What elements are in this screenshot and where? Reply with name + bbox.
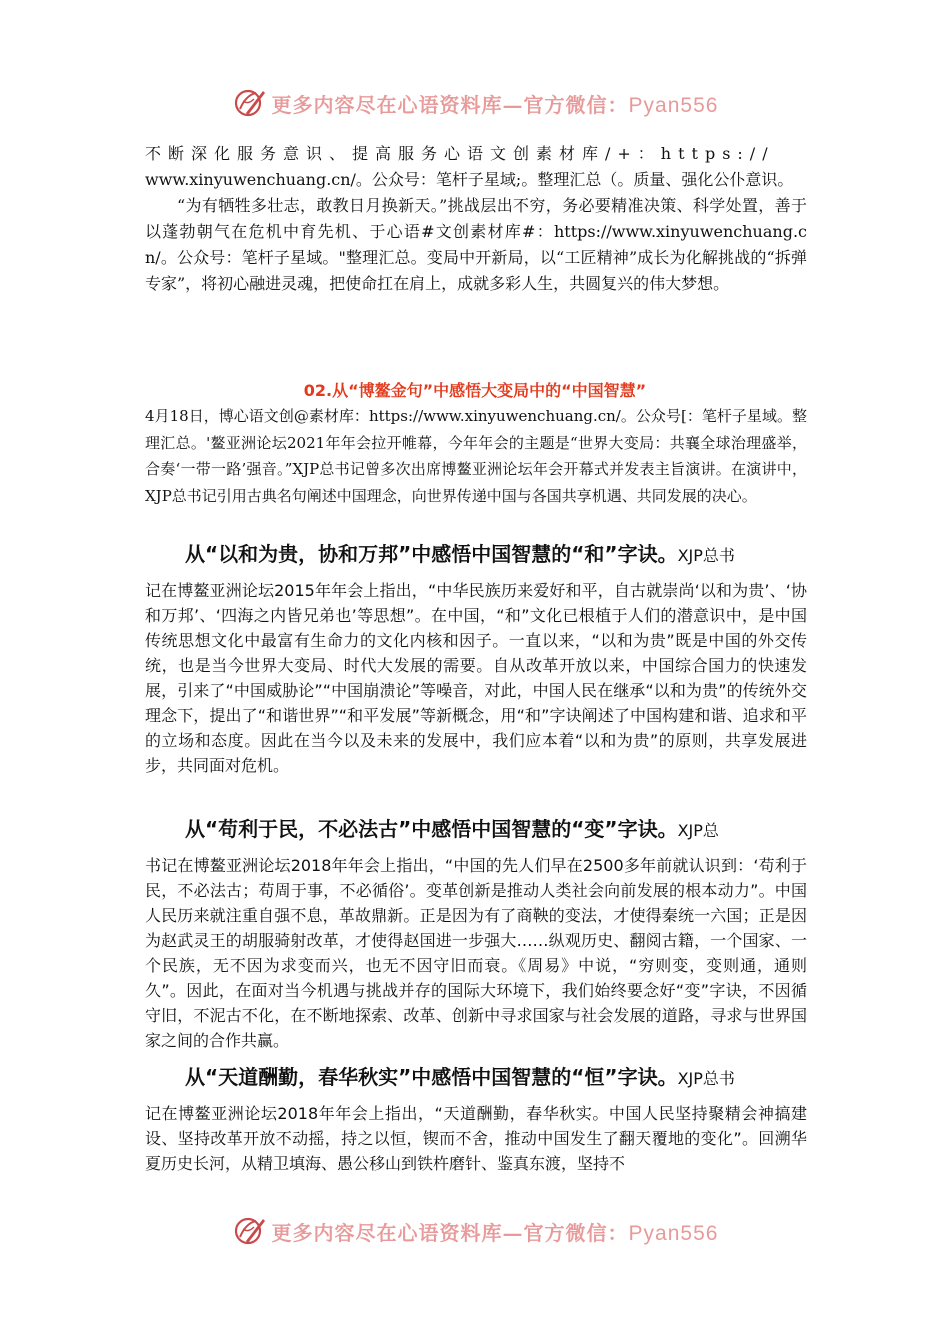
intro-block <box>145 403 807 509</box>
header-banner <box>0 82 950 124</box>
section-title: 从“以和为贵，协和万邦”中感悟中国智慧的“和”字诀。XJP总书 <box>185 542 735 566</box>
paragraph-line: 不断深化服务意识、提高服务心语文创素材库/+：https:// <box>145 144 775 163</box>
section-body: 记在博鳌亚洲论坛2018年年会上指出，“天道酬勤，春华秋实。中国人民坚持聚精会神搞建设、坚持改革开放不动摇，持之以恒，锲而不舍，推动中国发生了翻天覆地的变化”。回溯华夏历史长河，从精卫填海、愚公移山到铁杵磨针、鉴真东渡，坚持不 <box>145 1104 807 1173</box>
section-title: 从“苟利于民，不必法古”中感悟中国智慧的“变”字诀。XJP总 <box>185 817 719 841</box>
section-body: 书记在博鳌亚洲论坛2018年年会上指出，“中国的先人们早在2500多年前就认识到：‘苟利于民，不必法古；苟周于事，不必循俗’。变革创新是推动人类社会向前发展的根本动力”。中国人民历来就注重自强不息，革故鼎新。正是因为有了商鞅的变法，才使得秦统一六国；正是因为赵武灵王的胡服骑射改革，才使得赵国进一步强大……纵观历史、翻阅古籍，一个国家、一个民族，无不因为求变而兴，也无不因守旧而衰。《周易》中说，“穷则变，变则通，通则久”。因此，在面对当今机遇与挑战并存的国际大环境下，我们始终要念好“变”字诀，不因循守旧，不泥古不化，在不断地探索、改革、创新中寻求国家与社会发展的道路，寻求与世界国家之间的合作共赢。 <box>145 856 807 1050</box>
section-title: 从“天道酬勤，春华秋实”中感悟中国智慧的“恒”字诀。XJP总书 <box>185 1065 735 1089</box>
opening-text-block <box>145 141 807 297</box>
pen-logo-icon <box>232 85 268 121</box>
banner-text: 更多内容尽在心语资料库—官方微信：Pyan556 <box>271 92 719 117</box>
section-he <box>145 540 807 778</box>
section-heng <box>145 1063 807 1176</box>
intro-paragraph: 4月18日，博心语文创@素材库：https://www.xinyuwenchuang.cn/。公众号[：笔杆子星域。整理汇总。'鳌亚洲论坛2021年年会拉开帷幕，今年年会的主题是“世界大变局：共襄全球治理盛举，合奏‘一带一路’强音。”XJP总书记曾多次出席博鳌亚洲论坛年会开幕式并发表主旨演讲。在演讲中，XJP总书记引用古典名句阐述中国理念，向世界传递中国与各国共享机遇、共同发展的决心。 <box>145 407 807 505</box>
paragraph: www.xinyuwenchuang.cn/。公众号：笔杆子星域;。整理汇总（。质量、强化公仆意识。 <box>145 170 794 189</box>
section-bian <box>145 815 807 1053</box>
banner-text: 更多内容尽在心语资料库—官方微信：Pyan556 <box>271 1220 719 1245</box>
paragraph: “为有牺牲多壮志，敢教日月换新天。”挑战层出不穷，务必要精准决策、科学处置，善于以蓬勃朝气在危机中育先机、于心语#文创素材库#：https://www.xinyuwenchuang.cn/。公众号：笔杆子星域。"整理汇总。变局中开新局，以“工匠精神”成长为化解挑战的“拆弹专家”，将初心融进灵魂，把使命扛在肩上，成就多彩人生，共圆复兴的伟大梦想。 <box>145 196 807 293</box>
section-heading: 02.从“博鳌金句”中感悟大变局中的“中国智慧” <box>303 381 647 400</box>
section-body: 记在博鳌亚洲论坛2015年年会上指出，“中华民族历来爱好和平，自古就崇尚‘以和为贵’、‘协和万邦’、‘四海之内皆兄弟也’等思想”。在中国，“和”文化已根植于人们的潜意识中，是中国传统思想文化中最富有生命力的文化内核和因子。一直以来，“以和为贵”既是中国的外交传统，也是当今世界大变局、时代大发展的需要。自从改革开放以来，中国综合国力的快速发展，引来了“中国威胁论”“中国崩溃论”等噪音，对此，中国人民在继承“以和为贵”的传统外交理念下，提出了“和谐世界”“和平发展”等新概念，用“和”字诀阐述了中国构建和谐、追求和平的立场和态度。因此在当今以及未来的发展中，我们应本着“以和为贵”的原则，共享发展进步，共同面对危机。 <box>145 581 807 775</box>
footer-banner <box>0 1210 950 1252</box>
pen-logo-icon <box>232 1213 268 1249</box>
